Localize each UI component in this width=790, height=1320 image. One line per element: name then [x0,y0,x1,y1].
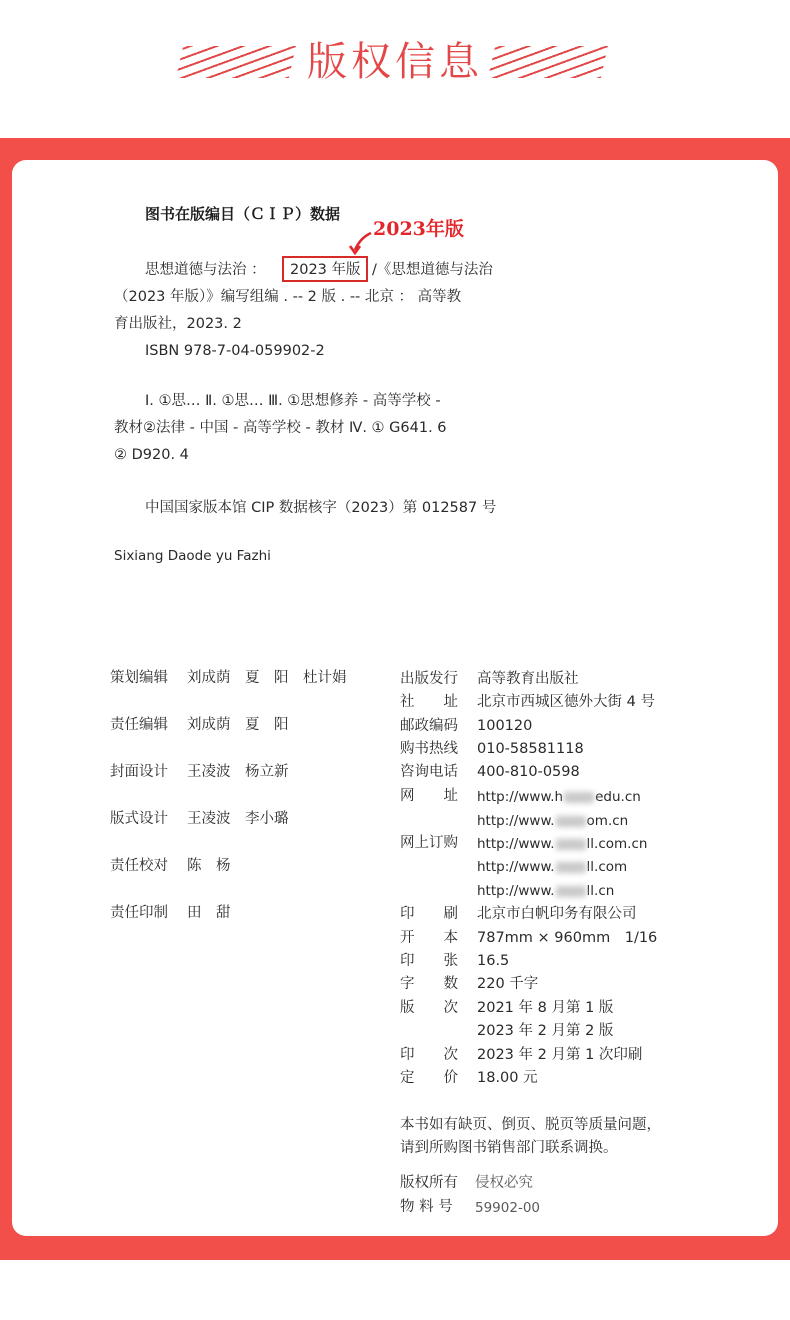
cip-verify: 中国国家版本馆 CIP 数据核字（2023）第 012587 号 [145,500,497,516]
header-stripes-right [488,46,608,78]
redacted-blur [556,839,586,850]
format-label: 开 本 [400,930,458,946]
rights-value: 侵权必究 [475,1175,533,1191]
staff-names: 王凌波 李小璐 [187,811,289,827]
price-value: 18.00 元 [477,1070,538,1086]
staff-role: 版式设计 [110,811,168,827]
annotation-arrow-icon [346,230,374,256]
printer-label: 印 刷 [400,906,458,922]
consult-value: 400-810-0598 [477,764,580,780]
printing-value: 2023 年 2 月第 1 次印刷 [477,1047,643,1063]
address-label: 社 址 [400,694,458,710]
zip-label: 邮政编码 [400,718,458,734]
item-number-value: 59902-00 [475,1200,540,1216]
consult-label: 咨询电话 [400,764,458,780]
staff-role: 策划编辑 [110,670,168,686]
cip-line-1-rest: /《思想道德与法治 [372,262,493,278]
redacted-blur [556,862,586,873]
staff-role: 封面设计 [110,764,168,780]
shop-url-2: http://www. ll.com [477,859,628,875]
price-label: 定 价 [400,1070,458,1086]
page-title: 版权信息 [307,39,483,85]
rights-label: 版权所有 [400,1175,458,1191]
cip-isbn: ISBN 978-7-04-059902-2 [145,343,325,359]
pinyin-title: Sixiang Daode yu Fazhi [114,548,271,564]
quality-notice-2: 请到所购图书销售部门联系调换。 [400,1140,618,1156]
cip-class-3: ② D920. 4 [114,447,189,463]
redacted-blur [564,792,594,803]
staff-names: 刘成荫 夏 阳 [187,717,289,733]
website-label: 网 址 [400,788,458,804]
shop-label: 网上订购 [400,835,458,851]
hotline-value: 010-58581118 [477,741,584,757]
hotline-label: 购书热线 [400,741,458,757]
cip-line-2: （2023 年版）》编写组编 . -- 2 版 . -- 北京 ： 高等教 [114,289,462,305]
staff-names: 田 甜 [187,905,231,921]
issue-value: 高等教育出版社 [477,671,579,687]
staff-names: 刘成荫 夏 阳 杜计娟 [187,670,347,686]
cip-heading: 图书在版编目（ＣＩＰ）数据 [145,205,341,223]
cip-line-1 [145,260,266,280]
zip-value: 100120 [477,718,533,734]
website-url-1: http://www.h edu.cn [477,789,641,805]
cip-class-1: Ⅰ. ①思… Ⅱ. ①思… Ⅲ. ①思想修养 - 高等学校 - [145,393,441,409]
cip-title-text: 思想道德与法治 ： [145,262,266,278]
address-value: 北京市西城区德外大街 4 号 [477,694,655,710]
redacted-blur [556,816,586,827]
shop-url-1: http://www. ll.com.cn [477,836,648,852]
edition-second: 2023 年 2 月第 2 版 [477,1023,614,1039]
cip-edition-boxed: 2023 年版 [290,262,361,278]
staff-role: 责任校对 [110,858,168,874]
words-label: 字 数 [400,976,458,992]
redacted-blur [556,886,586,897]
edition-annotation: 2023年版 [373,218,464,240]
edition-first: 2021 年 8 月第 1 版 [477,1000,614,1016]
printing-label: 印 次 [400,1047,458,1063]
sheets-label: 印 张 [400,953,458,969]
format-value: 787mm × 960mm 1/16 [477,930,658,946]
words-value: 220 千字 [477,976,539,992]
item-number-label: 物 料 号 [400,1199,453,1215]
issue-label: 出版发行 [400,671,458,687]
sheets-value: 16.5 [477,953,510,969]
cip-class-2: 教材②法律 - 中国 - 高等学校 - 教材 Ⅳ. ① G641. 6 [114,420,447,436]
staff-role: 责任编辑 [110,717,168,733]
printer-value: 北京市白帆印务有限公司 [477,906,637,922]
staff-names: 陈 杨 [187,858,231,874]
cip-line-3: 育出版社，2023. 2 [114,316,242,332]
staff-names: 王凌波 杨立新 [187,764,289,780]
staff-role: 责任印制 [110,905,168,921]
website-url-2: http://www. om.cn [477,813,629,829]
edition-label: 版 次 [400,1000,458,1016]
shop-url-3: http://www. ll.cn [477,883,615,899]
quality-notice-1: 本书如有缺页、倒页、脱页等质量问题， [400,1117,661,1133]
